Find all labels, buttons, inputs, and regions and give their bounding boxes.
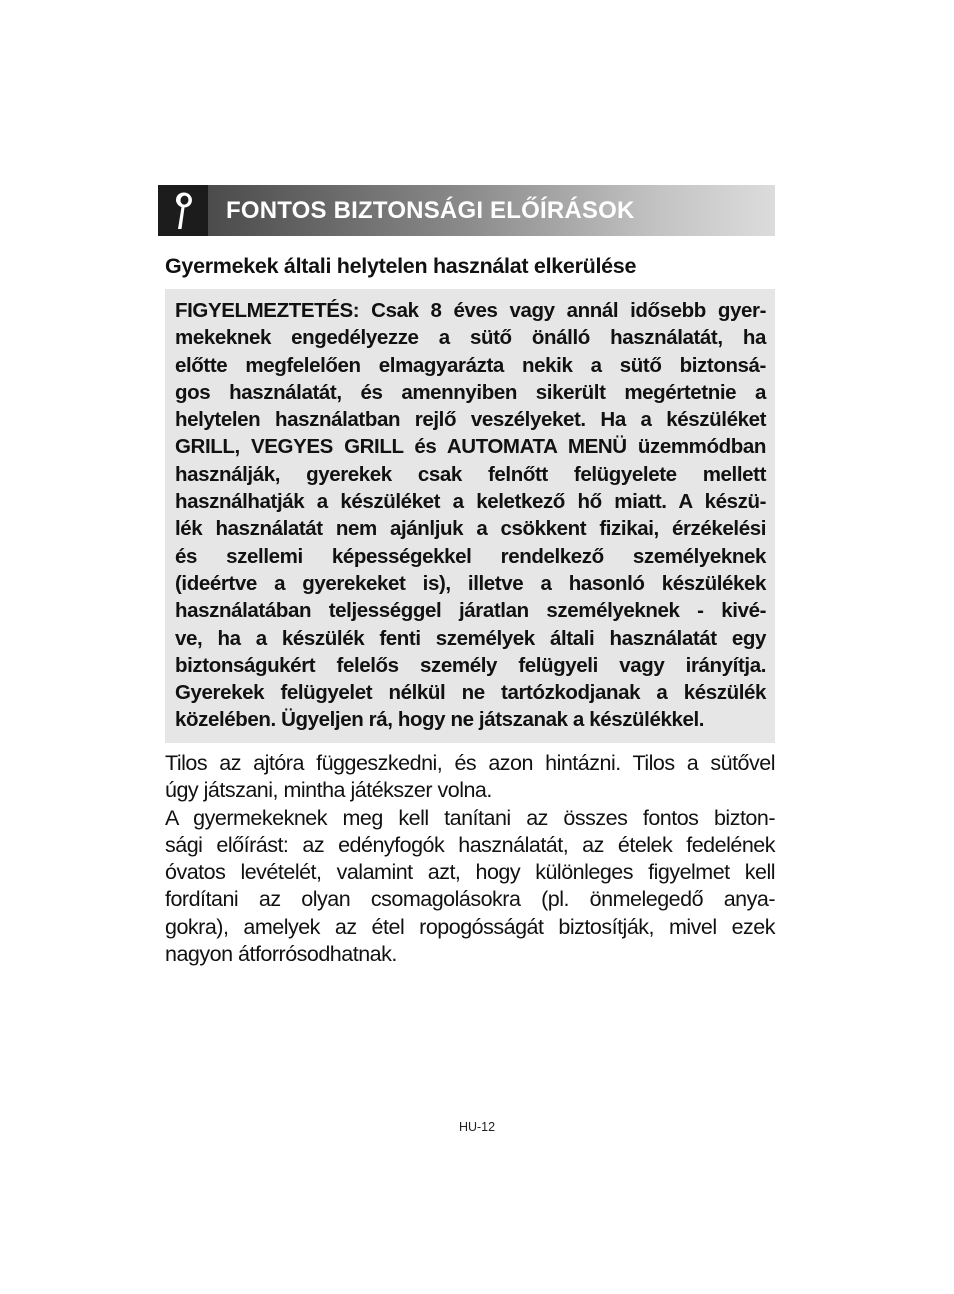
body-line: úgy játszani, mintha játékszer volna. (165, 778, 492, 803)
body-line: Tilos az ajtóra függeszkedni, és azon hintázni. Tilos a sütővel (165, 751, 775, 775)
warning-line: gos használatát, és amennyiben sikerült megértetnie a (175, 380, 766, 404)
warning-line: Gyerekek felügyelet nélkül ne tartózkodjanak a készülék (175, 681, 766, 705)
warning-line: biztonságukért felelős személy felügyeli vagy irányítja. (175, 653, 766, 677)
header-icon-box (158, 185, 208, 236)
warning-line: mekeknek engedélyezze a sütő önálló használatát, ha (175, 326, 766, 350)
body-line: fordítani az olyan csomagolásokra (pl. önmelegedő anya- (165, 887, 775, 912)
body-line: gokra), amelyek az étel ropogósságát biztosítják, mivel ezek (165, 914, 775, 939)
warning-line: GRILL, VEGYES GRILL és AUTOMATA MENÜ üzemmódban (175, 435, 766, 459)
body-line: óvatos levételét, valamint azt, hogy különleges figyelmet kell (165, 860, 775, 885)
warning-line: lék használatát nem ajánljuk a csökkent fizikai, érzékelési (175, 517, 766, 541)
body-line: nagyon átforrósodhatnak. (165, 942, 397, 967)
warning-line: helytelen használatban rejlő veszélyeket. Ha a készüléket (175, 408, 766, 432)
header-title-box (208, 185, 775, 236)
body-line: A gyermekeknek meg kell tanítani az összes fontos bizton- (165, 805, 775, 830)
warning-box (165, 289, 775, 743)
section-title: FONTOS BIZTONSÁGI ELŐÍRÁSOK (226, 196, 635, 224)
warning-line: közelében. Ügyeljen rá, hogy ne játszanak a készülékkel. (175, 708, 705, 732)
warning-line: és szellemi képességekkel rendelkező személyeknek (175, 544, 766, 568)
section-header-bar (158, 185, 775, 236)
page-number: HU-12 (458, 1120, 496, 1134)
warning-line: előtte megfelelően elmagyarázta nekik a sütő biztonsá- (175, 353, 766, 377)
warning-line: (ideértve a gyerekeket is), illetve a hasonló készülékek (175, 571, 766, 595)
warning-line: használják, gyerekek csak felnőtt felügyelete mellett (175, 462, 766, 486)
spoon-icon (170, 191, 196, 231)
warning-line: FIGYELMEZTETÉS: Csak 8 éves vagy annál idősebb gyer- (175, 299, 766, 322)
warning-line: használhatják a készüléket a keletkező hő miatt. A készü- (175, 490, 766, 514)
body-paragraphs (165, 750, 775, 968)
subsection-heading: Gyermekek általi helytelen használat elkerülése (165, 254, 637, 278)
warning-line: használatában teljességgel járatlan személyeknek - kivé- (175, 599, 766, 623)
warning-line: ve, ha a készülék fenti személyek általi használatát egy (175, 626, 766, 650)
body-line: sági előírást: az edényfogók használatát, az ételek fedelének (165, 832, 775, 857)
